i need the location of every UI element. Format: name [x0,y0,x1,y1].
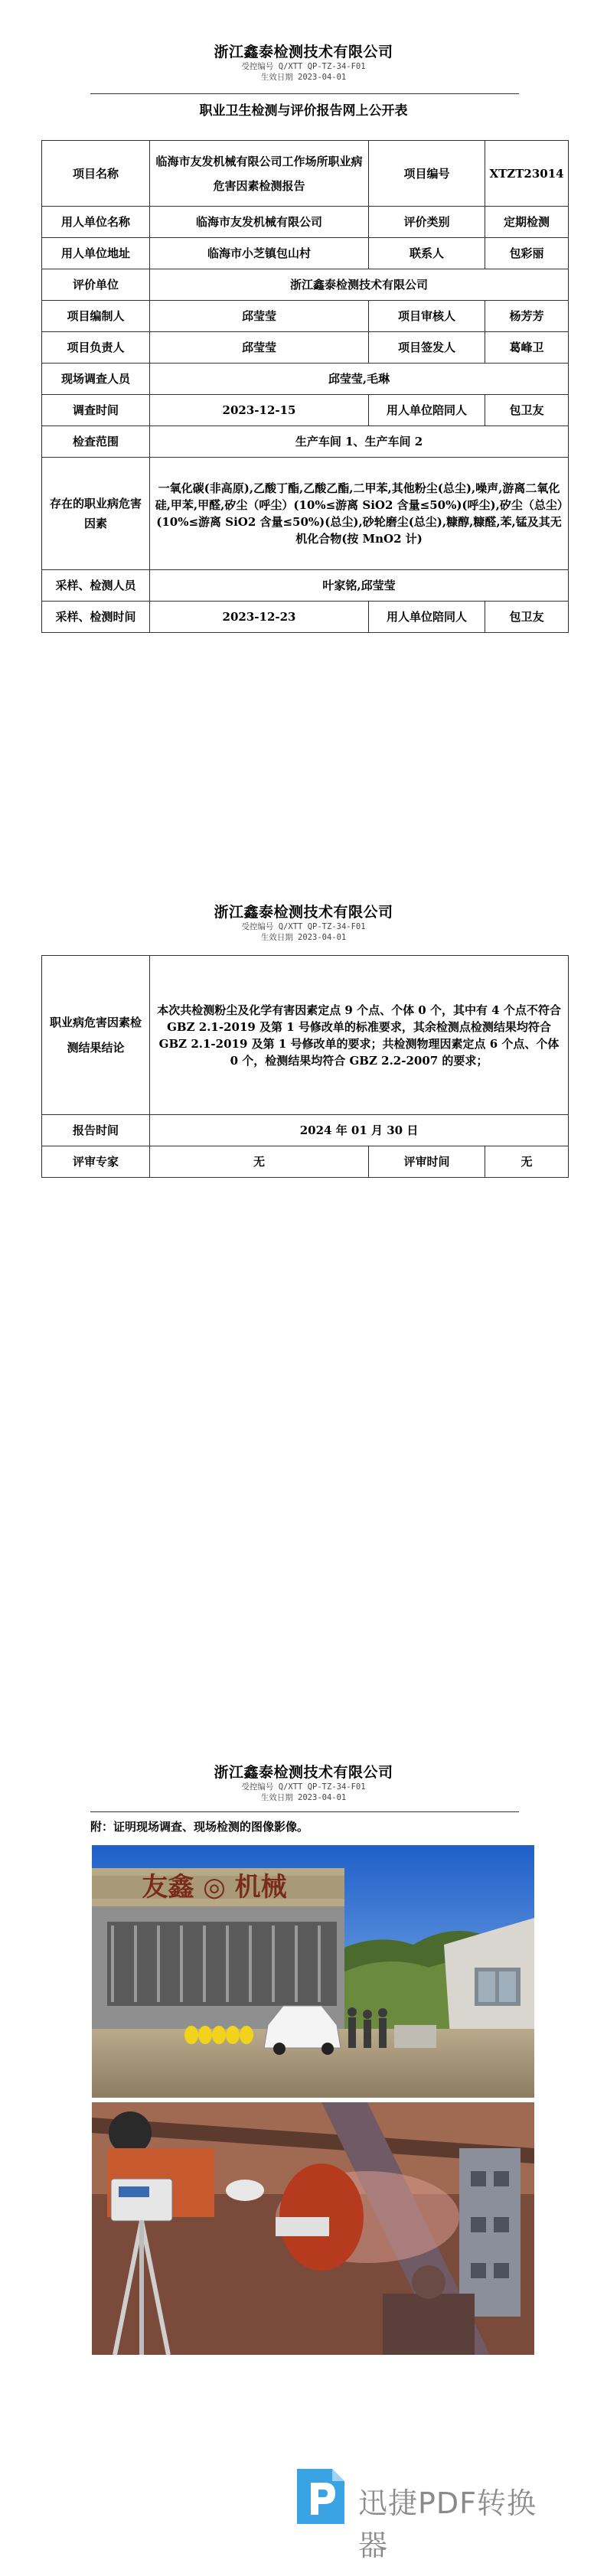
table-row [42,602,569,633]
table-row [42,570,569,602]
table-row [42,458,569,570]
table-row [42,364,569,395]
project-no-label: 项目编号 [369,141,485,207]
project-name-label: 项目名称 [42,141,150,207]
effective-date: 生效日期 2023-04-01 [260,73,347,82]
hazards: 一氧化碳(非高原),乙酸丁酯,乙酸乙酯,二甲苯,其他粉尘(总尘),噪声,游离二氧化硅,甲苯,甲醛,矽尘（呼尘）(10%≤游离 SiO2 含量≤50%)(呼尘),矽尘（总尘）(10%≤游离 SiO2 含量≤50%)(总尘),砂轮磨尘(总尘),糠醇,糠醛,苯,锰及其无机化合物(按 MnO2 计) [150,458,569,570]
project-name: 临海市友发机械有限公司工作场所职业病危害因素检测报告 [150,141,369,207]
header-rule [90,1811,519,1812]
table-row [42,426,569,458]
scope: 生产车间 1、生产车间 2 [150,426,569,458]
contact: 包彩丽 [485,238,569,269]
survey-time-label: 调查时间 [42,395,150,426]
company-name: 浙江鑫泰检测技术有限公司 [214,904,393,921]
conclusion-label: 职业病危害因素检测结果结论 [42,956,150,1115]
sampler: 叶家铭,邱莹莹 [150,570,569,602]
control-number: 受控编号 Q/XTT QP-TZ-34-F01 [241,1782,366,1792]
converter-watermark [291,2466,566,2562]
report-info-table [41,140,569,633]
table-row [42,1115,569,1146]
control-number: 受控编号 Q/XTT QP-TZ-34-F01 [241,62,366,71]
project-no: XTZT23014 [485,141,569,207]
signer: 葛峰卫 [485,332,569,364]
expert: 无 [150,1146,369,1178]
reviewer: 杨芳芳 [485,301,569,332]
table-row [42,395,569,426]
address-label: 用人单位地址 [42,238,150,269]
control-number: 受控编号 Q/XTT QP-TZ-34-F01 [241,922,366,931]
table-row [42,956,569,1115]
page-header [0,43,607,83]
eval-type: 定期检测 [485,207,569,238]
sample-time-label: 采样、检测时间 [42,602,150,633]
employer-label: 用人单位名称 [42,207,150,238]
appendix-title: 附：证明现场调查、现场检测的图像影像。 [90,1820,309,1834]
document-title: 职业卫生检测与评价报告网上公开表 [199,103,408,119]
conclusion: 本次共检测粉尘及化学有害因素定点 9 个点、个体 0 个，其中有 4 个点不符合 GBZ 2.1-2019 及第 1 号修改单的标准要求，其余检测点检测结果均符合 GBZ 2.1-2019 及第 1 号修改单的要求；共检测物理因素定点 6 个点、个体 0 个，检测结果均符合 GBZ 2.2-2007 的要求； [150,956,569,1115]
evaluator-label: 评价单位 [42,269,150,301]
table-row [42,332,569,364]
reviewer-label: 项目审核人 [369,301,485,332]
factory-sign: 友鑫 ◎ 机械 [142,1872,287,1903]
accompany2-label: 用人单位陪同人 [369,602,485,633]
investigator-label: 现场调查人员 [42,364,150,395]
report-time-label: 报告时间 [42,1115,150,1146]
conclusion-table [41,955,569,1178]
employer: 临海市友发机械有限公司 [150,207,369,238]
table-row [42,301,569,332]
page-header [0,903,607,943]
table-row [42,269,569,301]
accompany: 包卫友 [485,395,569,426]
leader: 邱莹莹 [150,332,369,364]
accompany2: 包卫友 [485,602,569,633]
company-name: 浙江鑫泰检测技术有限公司 [214,44,393,60]
review-time: 无 [485,1146,569,1178]
report-time: 2024 年 01 月 30 日 [150,1115,569,1146]
effective-date: 生效日期 2023-04-01 [260,933,347,942]
effective-date: 生效日期 2023-04-01 [260,1793,347,1802]
review-time-label: 评审时间 [369,1146,485,1178]
survey-time: 2023-12-15 [150,395,369,426]
table-row [42,1146,569,1178]
expert-label: 评审专家 [42,1146,150,1178]
sample-time: 2023-12-23 [150,602,369,633]
contact-label: 联系人 [369,238,485,269]
table-row [42,238,569,269]
header-rule [90,93,519,94]
investigator: 邱莹莹,毛琳 [150,364,569,395]
eval-type-label: 评价类别 [369,207,485,238]
sampler-label: 采样、检测人员 [42,570,150,602]
evaluator: 浙江鑫泰检测技术有限公司 [150,269,569,301]
address: 临海市小芝镇包山村 [150,238,369,269]
site-sampling-photo [92,2102,534,2355]
site-survey-photo [92,1845,534,2098]
signer-label: 项目签发人 [369,332,485,364]
compiler: 邱莹莹 [150,301,369,332]
leader-label: 项目负责人 [42,332,150,364]
table-row [42,141,569,207]
pdf-converter-logo-icon [291,2466,348,2527]
compiler-label: 项目编制人 [42,301,150,332]
scope-label: 检查范围 [42,426,150,458]
company-name: 浙江鑫泰检测技术有限公司 [214,1764,393,1781]
accompany-label: 用人单位陪同人 [369,395,485,426]
hazards-label: 存在的职业病危害因素 [42,458,150,570]
table-row [42,207,569,238]
watermark-text: 迅捷PDF转换器 [358,2486,537,2562]
page-header [0,1763,607,1803]
